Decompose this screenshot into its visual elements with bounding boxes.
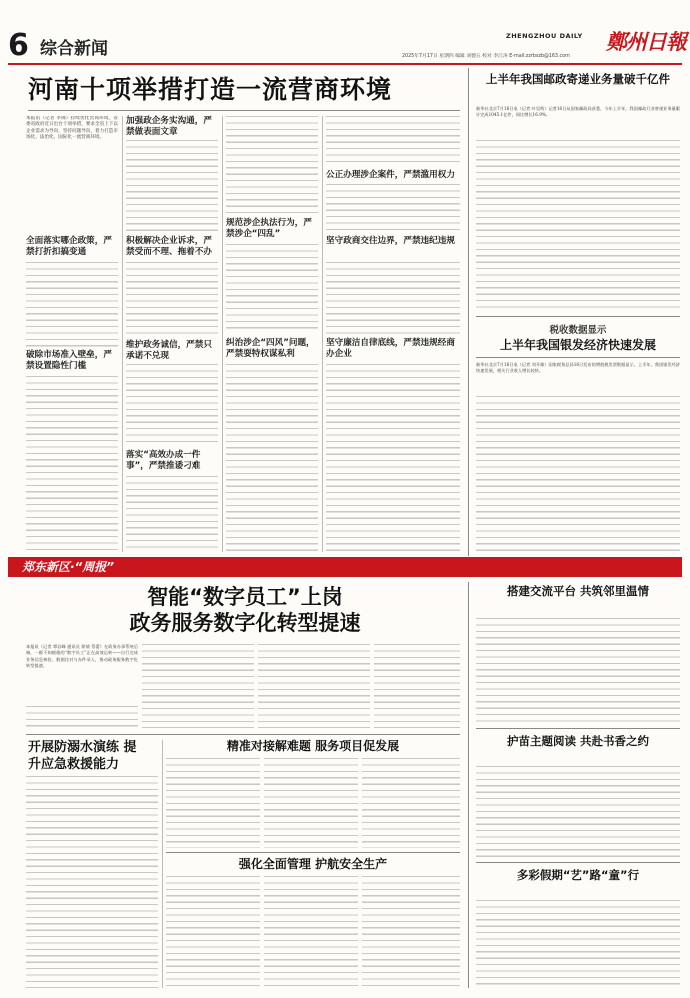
masthead-rule xyxy=(8,63,682,65)
zhengdong-divider xyxy=(26,734,460,735)
right-divider xyxy=(476,728,680,729)
column-4-body-c xyxy=(326,262,460,334)
right-divider xyxy=(476,316,680,317)
zhengdong-body-d xyxy=(374,644,460,728)
column-2-body-b xyxy=(126,262,218,338)
zhengdong-banner-label: 郑东新区·“周报” xyxy=(22,560,115,574)
story-d-body xyxy=(476,618,680,724)
story-e-body xyxy=(476,766,680,858)
zhengdong-body-c xyxy=(258,644,370,728)
column-3-body-c xyxy=(226,364,318,552)
zhengdong-headline-2: 政务服务数字化转型提速 xyxy=(129,611,361,635)
right-mid-lead: 新华社北京7月16日电（记者 刘开雄）国家税务总局16日发布的增值税发票数据显示，上半年，我国银发经济快速发展，相关行业收入增长较快。 xyxy=(476,362,680,374)
subhead-1: 全面落实哪企政策，严禁打折扣搞变通 xyxy=(26,236,112,257)
column-3-body-b xyxy=(226,244,318,330)
subhead-3: 加强政企务实沟通，严禁做表面文章 xyxy=(126,116,212,137)
story-a-headline: 开展防溺水演练 提升应急救援能力 xyxy=(28,740,137,772)
paper-name-en: ZHENGZHOU DAILY xyxy=(506,32,583,40)
story-c-body-c xyxy=(362,876,460,988)
masthead-logo: 鄭州日報 xyxy=(606,29,686,54)
story-f-body xyxy=(476,900,680,988)
zhengdong-body-b xyxy=(142,644,254,728)
subhead-8: 纠治涉企“四风”问题，严禁耍特权谋私利 xyxy=(226,338,315,359)
column-4-body-b xyxy=(326,184,460,234)
story-b-headline: 精准对接解难题 服务项目促发展 xyxy=(226,739,400,753)
subhead-11: 坚守廉洁自律底线，严禁违规经商办企业 xyxy=(326,338,455,359)
zhengdong-lead: 本报讯（记者 覃岩峰 通讯员 徐倩 蔡蕾）在政务办事系统后端，一群不知疲倦的“数字员工”正在高效运转——自行完成业务信息核验、数据比对与办件录入，推动政务服务数字化转型提速。 xyxy=(26,644,138,669)
subhead-10: 坚守政商交往边界，严禁违纪违规 xyxy=(326,236,455,246)
story-c-body-a xyxy=(166,876,260,988)
subhead-5: 维护政务诚信，严禁只承诺不兑现 xyxy=(126,340,212,361)
column-rule xyxy=(122,116,123,552)
column-4-body-a xyxy=(326,116,460,166)
story-f-headline: 多彩假期“艺”路“童”行 xyxy=(516,868,640,882)
date-line: 2025年7月17日 星期四 编辑 刘德五 校对 李江涛 E-mail:zzrbszb@163.com xyxy=(402,54,570,59)
headline-divider xyxy=(28,110,460,111)
story-c-body-b xyxy=(264,876,358,988)
subhead-6: 落实“高效办成一件事”，严禁推诿刁难 xyxy=(126,450,201,471)
subhead-9: 公正办理涉企案件，严禁滥用权力 xyxy=(326,170,455,180)
right-top-lead: 新华社北京7月16日电（记者 叶昊鸣）记者16日从国家邮政局获悉，今年上半年，我国邮政行业寄递业务量累计完成1045.1亿件，同比增长16.9%。 xyxy=(476,106,680,118)
page-number: 6 xyxy=(8,28,29,63)
right-mid-underline xyxy=(476,357,680,358)
story-b-body-b xyxy=(264,758,358,848)
column-2-body-a xyxy=(126,140,218,232)
section-rule xyxy=(468,68,469,556)
zhengdong-headline-1: 智能“数字员工”上岗 xyxy=(147,585,343,609)
column-3-body-a xyxy=(226,116,318,216)
story-c-headline: 强化全面管理 护航安全生产 xyxy=(238,857,388,871)
story-b-divider xyxy=(166,852,460,853)
column-2-body-d xyxy=(126,476,218,552)
right-top-body xyxy=(476,140,680,312)
section-title: 综合新闻 xyxy=(40,39,108,59)
section-rule xyxy=(468,582,469,988)
column-1-body-a xyxy=(26,262,118,348)
main-headline: 河南十项举措打造一流营商环境 xyxy=(28,75,393,104)
column-4-body-d xyxy=(326,364,460,552)
subhead-7: 规范涉企执法行为，严禁涉企“四乱” xyxy=(226,218,312,239)
column-rule xyxy=(322,116,323,552)
story-e-headline: 护苗主题阅读 共赴书香之约 xyxy=(506,734,649,748)
main-lead: 本报讯（记者 李锦）持续优化营商环境，省委省政府近日出台十项举措，要求全省上下以企业需求为导向，坚持问题导向，着力打造市场化、法治化、国际化一流营商环境。 xyxy=(26,116,118,141)
story-b-body-a xyxy=(166,758,260,848)
column-1-body-b xyxy=(26,376,118,552)
right-mid-headline: 上半年我国银发经济快速发展 xyxy=(499,338,656,352)
column-2-body-c xyxy=(126,364,218,446)
zhengdong-body-a xyxy=(26,706,138,728)
right-top-headline: 上半年我国邮政寄递业务量破千亿件 xyxy=(486,72,670,86)
subhead-2: 破除市场准入壁垒，严禁设置隐性门槛 xyxy=(26,350,112,371)
column-rule xyxy=(162,740,163,988)
story-b-body-c xyxy=(362,758,460,848)
story-d-headline: 搭建交流平台 共筑邻里温情 xyxy=(506,584,649,598)
subhead-4: 积极解决企业诉求，严禁受而不理、拖着不办 xyxy=(126,236,212,257)
right-divider xyxy=(476,862,680,863)
story-a-body xyxy=(26,776,158,988)
right-mid-body xyxy=(476,396,680,552)
right-mid-kicker: 税收数据显示 xyxy=(549,325,607,336)
column-rule xyxy=(222,116,223,552)
